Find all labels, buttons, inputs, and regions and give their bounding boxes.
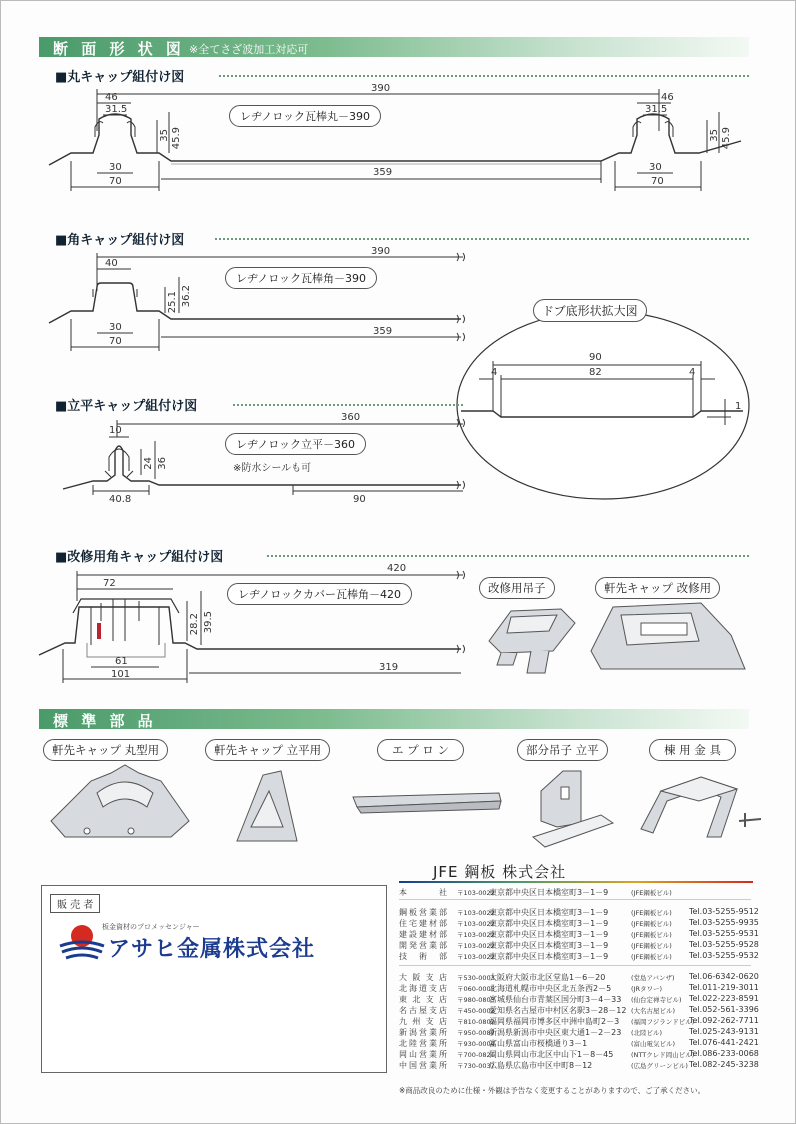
dim-h2: 45.9 bbox=[171, 127, 182, 150]
office-building: (大名古屋ビル) bbox=[631, 1007, 676, 1015]
kaku-product-label: レヂノロック瓦棒角－390 bbox=[225, 267, 377, 289]
office-name: 名古屋支店 bbox=[399, 1006, 447, 1015]
office-address: 東京都中央区日本橋室町3－1－9 bbox=[489, 930, 609, 939]
office-address: 宮城県仙台市青葉区国分町3－4－33 bbox=[489, 995, 622, 1004]
divider bbox=[399, 965, 751, 966]
dim-depth: 1 bbox=[735, 401, 742, 412]
office-zip: 〒060-0005 bbox=[457, 985, 495, 993]
company-rule bbox=[399, 881, 753, 883]
office-row bbox=[399, 1016, 759, 1026]
dim-inner: 31.5 bbox=[105, 104, 128, 115]
dim-h1: 35 bbox=[159, 129, 170, 142]
office-name: 北海道支店 bbox=[399, 984, 447, 993]
office-building: (仙台定禅寺ビル) bbox=[631, 996, 682, 1004]
part-label-nokisaki-tatehira: 軒先キャップ 立平用 bbox=[205, 739, 330, 761]
office-row bbox=[399, 1027, 759, 1037]
seller-tagline: 板金資材のプロメッセンジャー bbox=[102, 923, 200, 931]
dim-inner: 82 bbox=[589, 367, 602, 378]
office-building: (富山電気ビル) bbox=[631, 1040, 676, 1048]
office-tel: Tel.052-561-3396 bbox=[689, 1005, 759, 1014]
company-name: JFE 鋼板 株式会社 bbox=[433, 863, 567, 881]
office-zip: 〒950-0087 bbox=[457, 1029, 495, 1037]
seller-label: 販 売 者 bbox=[50, 894, 100, 913]
tatehira-heading: ■立平キャップ組付け図 bbox=[55, 399, 198, 414]
office-address: 東京都中央区日本橋室町3－1－9 bbox=[489, 952, 609, 961]
office-name: 岡山営業所 bbox=[399, 1050, 447, 1059]
tatehira-note: ※防水シールも可 bbox=[233, 463, 312, 474]
office-row bbox=[399, 940, 759, 950]
office-tel: Tel.022-223-8591 bbox=[689, 994, 759, 1003]
office-building: (JFE鋼板ビル) bbox=[631, 909, 672, 917]
office-name: 中国営業所 bbox=[399, 1061, 447, 1070]
office-address: 東京都中央区日本橋室町3－1－9 bbox=[489, 888, 609, 897]
office-name: 建設建材部 bbox=[399, 930, 447, 939]
office-tel: Tel.086-233-0068 bbox=[689, 1049, 759, 1058]
dim-top-right: 46 bbox=[661, 92, 674, 103]
office-zip: 〒103-0022 bbox=[457, 931, 495, 939]
office-row bbox=[399, 907, 759, 917]
office-building: (NTTクレド岡山ビル) bbox=[631, 1051, 695, 1059]
part-label-apron: エ プ ロ ン bbox=[377, 739, 464, 761]
office-zip: 〒810-0802 bbox=[457, 1018, 495, 1026]
office-building: (広島グリーンビル) bbox=[631, 1062, 688, 1070]
office-building: (北陸ビル) bbox=[631, 1029, 663, 1037]
standard-parts-illustration bbox=[1, 1, 796, 901]
dim-h2: 36 bbox=[157, 457, 168, 470]
dim-top: 40 bbox=[105, 258, 118, 269]
office-address: 富山県富山市桜橋通り3－1 bbox=[489, 1039, 588, 1048]
office-row bbox=[399, 951, 759, 961]
kaishu-heading: ■改修用角キャップ組付け図 bbox=[55, 550, 224, 565]
office-address: 岡山県岡山市北区中山下1－8－45 bbox=[489, 1050, 614, 1059]
office-row bbox=[399, 1060, 759, 1070]
office-tel: Tel.03-5255-9532 bbox=[689, 951, 759, 960]
dim-h2-right: 45.9 bbox=[721, 127, 732, 150]
office-zip: 〒730-0037 bbox=[457, 1062, 495, 1070]
dim-top: 10 bbox=[109, 425, 122, 436]
kaishu-product-label: レヂノロックカバー瓦棒角－420 bbox=[227, 583, 412, 605]
office-name: 住宅建材部 bbox=[399, 919, 447, 928]
office-address: 東京都中央区日本橋室町3－1－9 bbox=[489, 908, 609, 917]
office-address: 新潟県新潟市中央区東大通1－2－23 bbox=[489, 1028, 622, 1037]
office-tel: Tel.06-6342-0620 bbox=[689, 972, 759, 981]
office-tel: Tel.076-441-2421 bbox=[689, 1038, 759, 1047]
office-row bbox=[399, 887, 751, 897]
office-tel: Tel.082-245-3238 bbox=[689, 1060, 759, 1069]
divider bbox=[399, 899, 751, 900]
dim-width: 390 bbox=[371, 83, 391, 94]
dim-bottom: 30 bbox=[109, 322, 122, 333]
office-row bbox=[399, 994, 759, 1004]
part-label-muneyo-kanagu: 棟 用 金 具 bbox=[649, 739, 736, 761]
office-name: 新潟営業所 bbox=[399, 1028, 447, 1037]
office-name: 北陸営業所 bbox=[399, 1039, 447, 1048]
office-address: 東京都中央区日本橋室町3－1－9 bbox=[489, 941, 609, 950]
dim-width: 390 bbox=[371, 246, 391, 257]
dim-top: 46 bbox=[105, 92, 118, 103]
office-row bbox=[399, 1005, 759, 1015]
office-zip: 〒700-0821 bbox=[457, 1051, 495, 1059]
office-building: (JFE鋼板ビル) bbox=[631, 953, 672, 961]
asahi-logo-icon bbox=[56, 922, 116, 962]
office-tel: Tel.011-219-3011 bbox=[689, 983, 759, 992]
office-row bbox=[399, 929, 759, 939]
dobu-title: ドブ底形状拡大図 bbox=[533, 299, 647, 322]
section-note: ※全てさざ波加工対応可 bbox=[189, 43, 309, 56]
dim-outer: 90 bbox=[589, 352, 602, 363]
office-building: (JFE鋼板ビル) bbox=[631, 931, 672, 939]
office-row bbox=[399, 918, 759, 928]
office-address: 北海道札幌市中央区北五条西2－5 bbox=[489, 984, 612, 993]
office-zip: 〒103-0022 bbox=[457, 942, 495, 950]
office-name: 本 社 bbox=[399, 888, 447, 897]
office-row bbox=[399, 1038, 759, 1048]
office-name: 開発営業部 bbox=[399, 941, 447, 950]
dim-inner-right: 31.5 bbox=[645, 104, 668, 115]
office-zip: 〒103-0022 bbox=[457, 889, 495, 897]
office-name: 大 阪 支 店 bbox=[399, 973, 447, 982]
maru-product-label: レヂノロック瓦棒丸－390 bbox=[229, 105, 381, 127]
dim-span: 359 bbox=[373, 167, 393, 178]
office-address: 愛知県名古屋市中村区名駅3－28－12 bbox=[489, 1006, 627, 1015]
office-building: (JFE鋼板ビル) bbox=[631, 942, 672, 950]
office-zip: 〒530-0003 bbox=[457, 974, 495, 982]
section-title: 断 面 形 状 図 bbox=[53, 40, 185, 58]
office-row bbox=[399, 1049, 759, 1059]
dim-span: 90 bbox=[353, 494, 366, 505]
office-address: 大阪府大阪市北区堂島1－6－20 bbox=[489, 973, 606, 982]
office-address: 東京都中央区日本橋室町3－1－9 bbox=[489, 919, 609, 928]
office-tel: Tel.03-5255-9528 bbox=[689, 940, 759, 949]
office-building: (JFE鋼板ビル) bbox=[631, 920, 672, 928]
office-tel: Tel.03-5255-9512 bbox=[689, 907, 759, 916]
office-row bbox=[399, 983, 759, 993]
seller-box bbox=[41, 885, 387, 1073]
office-zip: 〒980-0803 bbox=[457, 996, 495, 1004]
office-tel: Tel.03-5255-9935 bbox=[689, 918, 759, 927]
section-title: 標 準 部 品 bbox=[53, 712, 157, 730]
dim-bottom-right: 30 bbox=[649, 162, 662, 173]
office-name: 技 術 部 bbox=[399, 952, 447, 961]
dim-h2: 39.5 bbox=[203, 611, 214, 634]
office-tel: Tel.03-5255-9531 bbox=[689, 929, 759, 938]
part-label-kaishu-tsuriko: 改修用吊子 bbox=[479, 577, 555, 599]
office-zip: 〒930-0004 bbox=[457, 1040, 495, 1048]
office-name: 鋼板営業部 bbox=[399, 908, 447, 917]
dim-bottom: 30 bbox=[109, 162, 122, 173]
kaku-heading: ■角キャップ組付け図 bbox=[55, 233, 185, 248]
dim-width: 420 bbox=[387, 563, 407, 574]
office-tel: Tel.092-262-7711 bbox=[689, 1016, 759, 1025]
office-tel: Tel.025-243-9131 bbox=[689, 1027, 759, 1036]
dim-h1-right: 35 bbox=[709, 129, 720, 142]
office-building: (堂島アバンザ) bbox=[631, 974, 675, 982]
dim-base: 101 bbox=[111, 669, 131, 680]
office-address: 広島県広島市中区中町8－12 bbox=[489, 1061, 593, 1070]
maru-heading: ■丸キャップ組付け図 bbox=[55, 70, 185, 85]
part-label-nokisaki-kaishu: 軒先キャップ 改修用 bbox=[595, 577, 720, 599]
dim-base: 70 bbox=[109, 176, 122, 187]
dim-bottom: 61 bbox=[115, 656, 128, 667]
office-row bbox=[399, 972, 759, 982]
seller-name: アサヒ金属株式会社 bbox=[108, 937, 316, 962]
office-name: 東 北 支 店 bbox=[399, 995, 447, 1004]
dim-h1: 24 bbox=[143, 457, 154, 470]
office-zip: 〒103-0022 bbox=[457, 953, 495, 961]
office-zip: 〒103-0022 bbox=[457, 909, 495, 917]
dim-base-right: 70 bbox=[651, 176, 664, 187]
office-building: (JFE鋼板ビル) bbox=[631, 889, 672, 897]
office-building: (福岡フジランドビル) bbox=[631, 1018, 695, 1026]
dim-base: 40.8 bbox=[109, 494, 132, 505]
office-name: 九 州 支 店 bbox=[399, 1017, 447, 1026]
dim-width: 360 bbox=[341, 412, 361, 423]
dim-base: 70 bbox=[109, 336, 122, 347]
dim-span: 359 bbox=[373, 326, 393, 337]
dim-left: 4 bbox=[491, 367, 498, 378]
dim-h2: 36.2 bbox=[181, 285, 192, 308]
dim-span: 319 bbox=[379, 662, 399, 673]
part-label-bubun-tsuriko: 部分吊子 立平 bbox=[517, 739, 608, 761]
office-zip: 〒450-0002 bbox=[457, 1007, 495, 1015]
office-zip: 〒103-0022 bbox=[457, 920, 495, 928]
dim-h1: 28.2 bbox=[189, 613, 200, 636]
dim-right: 4 bbox=[689, 367, 696, 378]
tatehira-product-label: レヂノロック立平－360 bbox=[225, 433, 366, 455]
office-address: 福岡県福岡市博多区中洲中島町2－3 bbox=[489, 1017, 620, 1026]
dim-h1: 25.1 bbox=[167, 291, 178, 314]
footnote: ※商品改良のために仕様・外観は予告なく変更することがありますので、ご了承ください。 bbox=[399, 1086, 706, 1095]
dim-top: 72 bbox=[103, 578, 116, 589]
part-label-nokisaki-maru: 軒先キャップ 丸型用 bbox=[43, 739, 168, 761]
office-building: (JRタワー) bbox=[631, 985, 663, 993]
